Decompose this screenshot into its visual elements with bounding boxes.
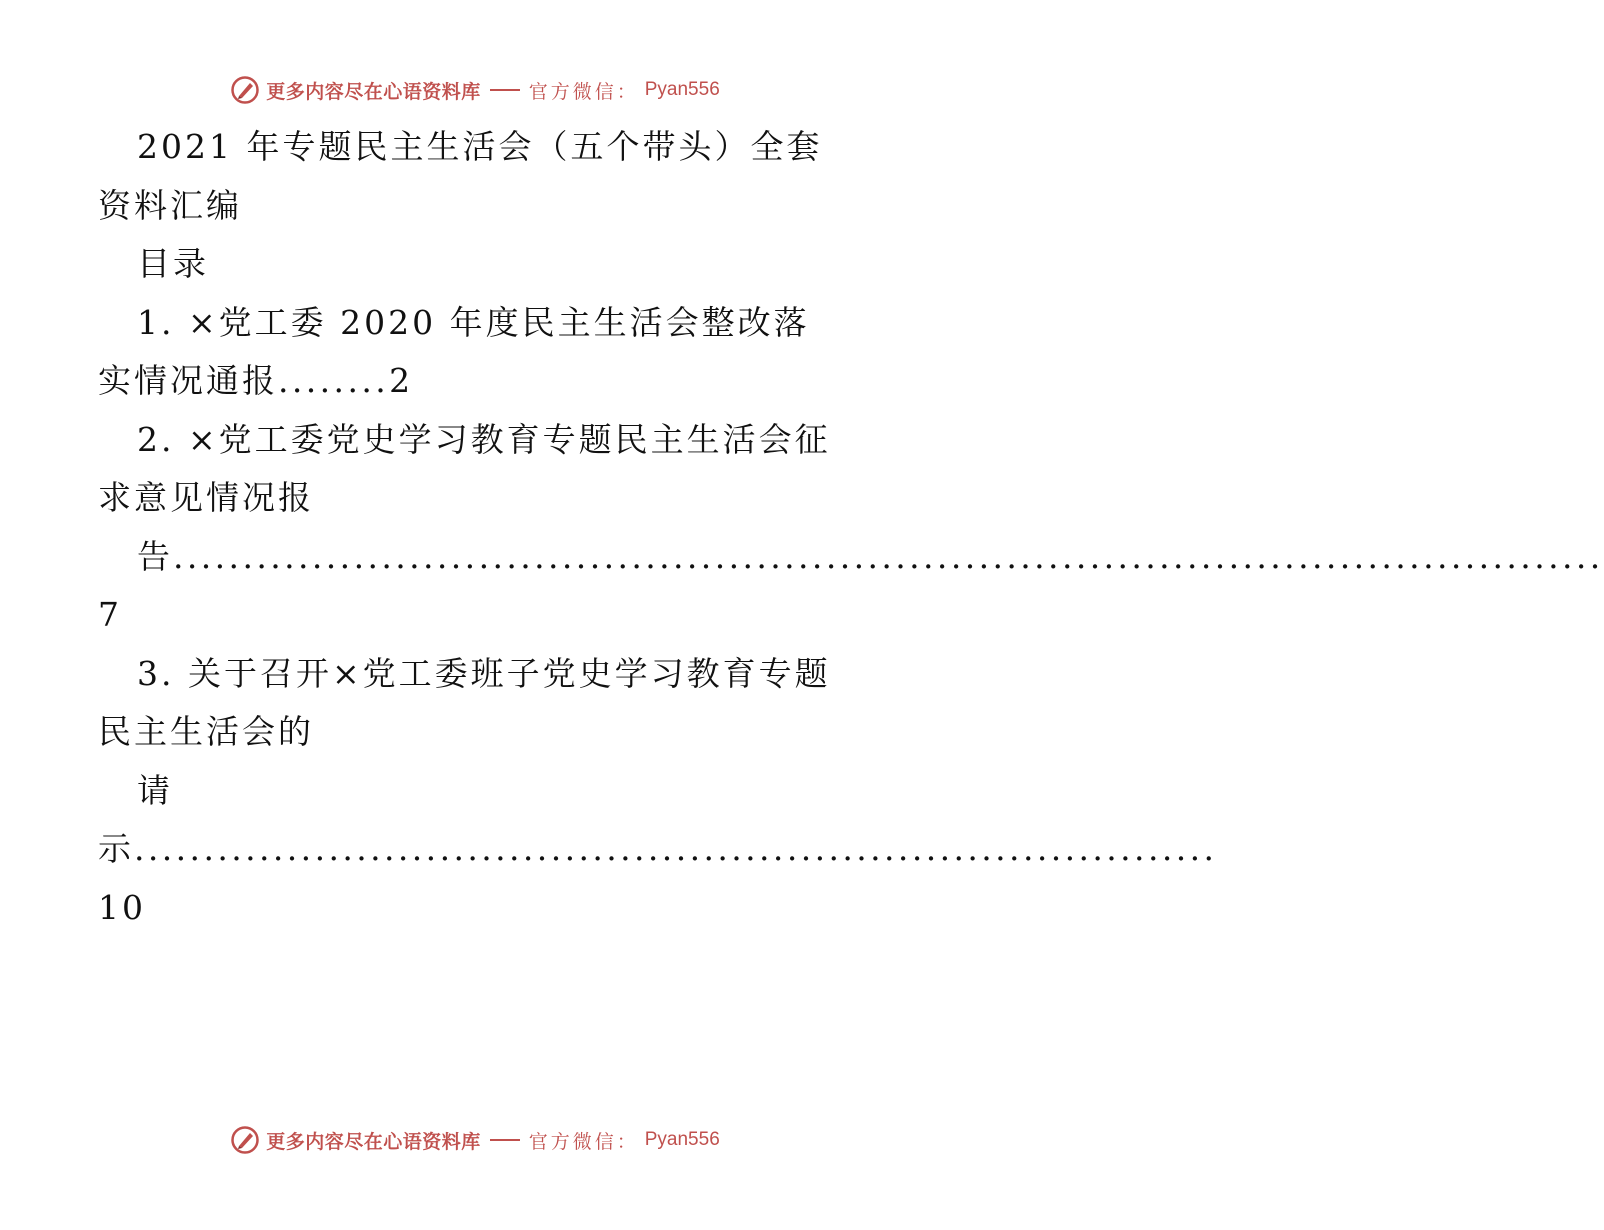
- toc-entry-2-page: 7: [98, 595, 122, 634]
- toc-entry-1-dots: ........: [278, 361, 390, 400]
- banner-dash: [490, 89, 520, 91]
- banner-text: 更多内容尽在心语资料库: [266, 80, 481, 103]
- top-banner: [0, 70, 950, 110]
- banner-text: 更多内容尽在心语资料库: [266, 1130, 481, 1153]
- toc-entry-3-text-cont: 示: [98, 829, 134, 868]
- pen-logo-icon: [230, 75, 260, 105]
- toc-entry-1-page: 2: [389, 361, 414, 400]
- document-title: 2021 年专题民主生活会（五个带头）全套资料汇编: [98, 127, 823, 225]
- toc-entry-2-dots: .......................................................................................................: [173, 536, 1604, 576]
- banner-sub: 官方微信：: [528, 1130, 639, 1153]
- toc-entry-1: [98, 294, 842, 411]
- toc-entry-3-line3: [98, 820, 1218, 937]
- toc-entry-1-text: 1. ×党工委 2020 年度民主生活会整改落实情况通报: [98, 302, 810, 400]
- banner-wechat-id: Pyan556: [644, 79, 720, 100]
- toc-entry-3-page: 10: [98, 887, 146, 927]
- toc-entry-3-line1: 3. 关于召开×党工委班子党史学习教育专题民主生活会的: [98, 653, 831, 751]
- banner-sub: 官方微信：: [528, 80, 639, 103]
- toc-entry-3-line2: 请: [137, 770, 173, 810]
- bottom-banner: [0, 1120, 950, 1160]
- toc-entry-2-line2: [98, 528, 1604, 645]
- toc-entry-2-line1: 2. ×党工委党史学习教育专题民主生活会征求意见情况报: [98, 419, 831, 517]
- banner-dash: [490, 1139, 520, 1141]
- toc-entry-3-dots: ..............................................................................: [134, 829, 1218, 868]
- document-body: [98, 118, 1604, 937]
- pen-logo-icon: [230, 1125, 260, 1155]
- banner-wechat-id: Pyan556: [644, 1129, 720, 1150]
- toc-entry-2-text-cont: 告: [137, 536, 173, 576]
- toc-heading: 目录: [137, 244, 209, 283]
